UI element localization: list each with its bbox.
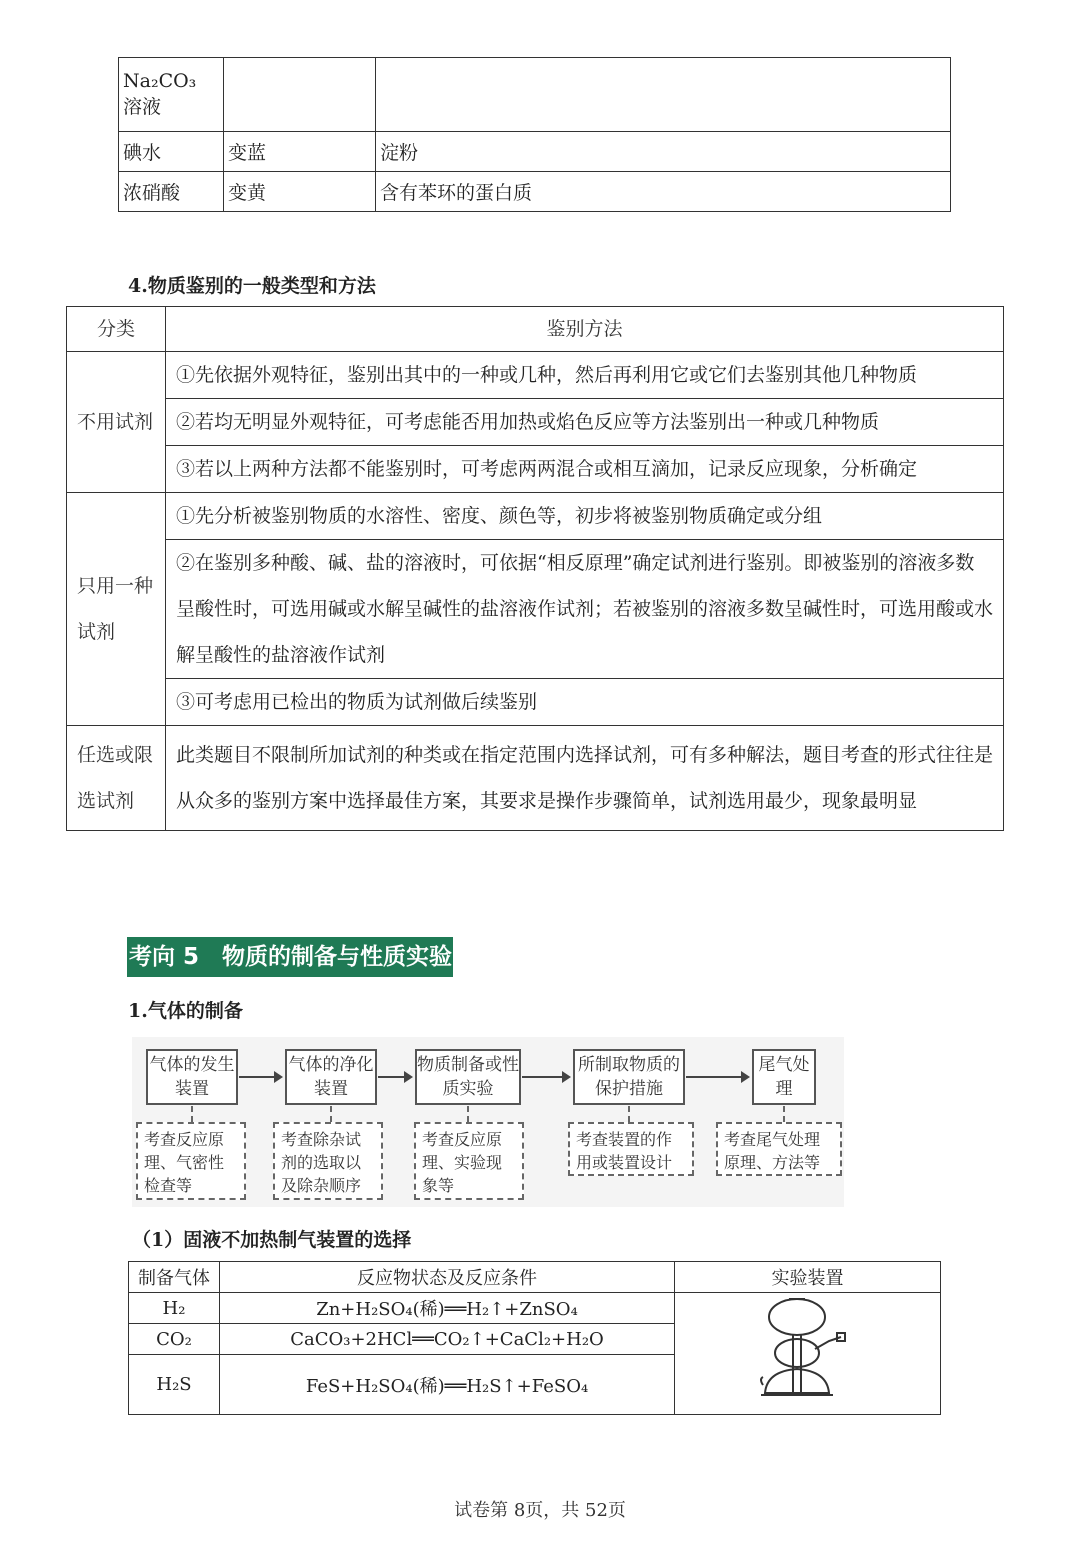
gas-cell: H₂ [129,1293,220,1324]
table-cell: 浓硝酸 [119,172,224,212]
flow-note: 考查除杂试剂的选取以及除杂顺序 [273,1122,383,1200]
dashed-connector [628,1106,630,1122]
column-header: 制备气体 [129,1262,220,1293]
table-cell: 变蓝 [224,132,376,172]
equation-cell: FeS+H₂SO₄(稀)══H₂S↑+FeSO₄ [220,1355,675,1415]
identification-table [66,306,1004,831]
method-cell: ②在鉴别多种酸、碱、盐的溶液时，可依据“相反原理”确定试剂进行鉴别。即被鉴别的溶液多数呈酸性时，可选用碱或水解呈碱性的盐溶液作试剂；若被鉴别的溶液多数呈碱性时，可选用酸或水解呈酸性的盐溶液作试剂 [166,540,1004,679]
method-cell: 此类题目不限制所加试剂的种类或在指定范围内选择试剂，可有多种解法，题目考查的形式往往是从众多的鉴别方案中选择最佳方案，其要求是操作步骤简单，试剂选用最少，现象最明显 [166,726,1004,831]
dashed-connector [467,1106,469,1122]
flow-arrow [239,1076,281,1078]
category-cell: 任选或限选试剂 [67,726,166,831]
dashed-connector [783,1106,785,1122]
subheading: 1.气体的制备 [128,1000,243,1022]
category-cell: 只用一种试剂 [67,493,166,726]
equation-cell: CaCO₃+2HCl══CO₂↑+CaCl₂+H₂O [220,1324,675,1355]
method-cell: ③可考虑用已检出的物质为试剂做后续鉴别 [166,679,1004,726]
gas-preparation-flow-diagram [132,1037,844,1207]
gas-preparation-table [128,1261,941,1415]
flow-step: 气体的发生装置 [146,1049,238,1105]
subheading: （1）固液不加热制气装置的选择 [132,1229,412,1251]
column-header: 分类 [67,307,166,352]
page-footer: 试卷第 8页，共 52页 [454,1500,626,1521]
flow-step: 物质制备或性质实验 [415,1049,521,1105]
column-header: 实验装置 [675,1262,941,1293]
flow-note: 考查尾气处理原理、方法等 [716,1122,842,1176]
flow-note: 考查反应原理、实验现象等 [414,1122,524,1200]
table-cell [376,58,951,132]
column-header: 反应物状态及反应条件 [220,1262,675,1293]
table-cell: 变黄 [224,172,376,212]
flow-note: 考查反应原理、气密性检查等 [136,1122,246,1200]
flow-step: 尾气处理 [752,1049,816,1105]
flow-arrow [686,1076,748,1078]
table-cell [224,58,376,132]
dashed-connector [330,1106,332,1122]
table-cell: Na₂CO₃ 溶液 [119,58,224,132]
section-banner: 考向 5 物质的制备与性质实验 [127,937,453,977]
gas-cell: H₂S [129,1355,220,1415]
method-cell: ①先分析被鉴别物质的水溶性、密度、颜色等，初步将被鉴别物质确定或分组 [166,493,1004,540]
kipp-generator-icon [753,1293,863,1409]
apparatus-cell [675,1293,941,1415]
flow-arrow [378,1076,411,1078]
dashed-connector [191,1106,193,1122]
flow-arrow [522,1076,569,1078]
flow-step: 所制取物质的保护措施 [573,1049,685,1105]
flow-step: 气体的净化装置 [285,1049,377,1105]
method-cell: ①先依据外观特征，鉴别出其中的一种或几种，然后再利用它或它们去鉴别其他几种物质 [166,352,1004,399]
gas-cell: CO₂ [129,1324,220,1355]
table-cell: 淀粉 [376,132,951,172]
table-cell: 含有苯环的蛋白质 [376,172,951,212]
reagent-table [118,57,951,212]
section-heading: 4.物质鉴别的一般类型和方法 [128,275,376,297]
flow-note: 考查装置的作用或装置设计 [568,1122,694,1176]
method-cell: ③若以上两种方法都不能鉴别时，可考虑两两混合或相互滴加，记录反应现象，分析确定 [166,446,1004,493]
table-cell: 碘水 [119,132,224,172]
column-header: 鉴别方法 [166,307,1004,352]
category-cell: 不用试剂 [67,352,166,493]
equation-cell: Zn+H₂SO₄(稀)══H₂↑+ZnSO₄ [220,1293,675,1324]
method-cell: ②若均无明显外观特征，可考虑能否用加热或焰色反应等方法鉴别出一种或几种物质 [166,399,1004,446]
